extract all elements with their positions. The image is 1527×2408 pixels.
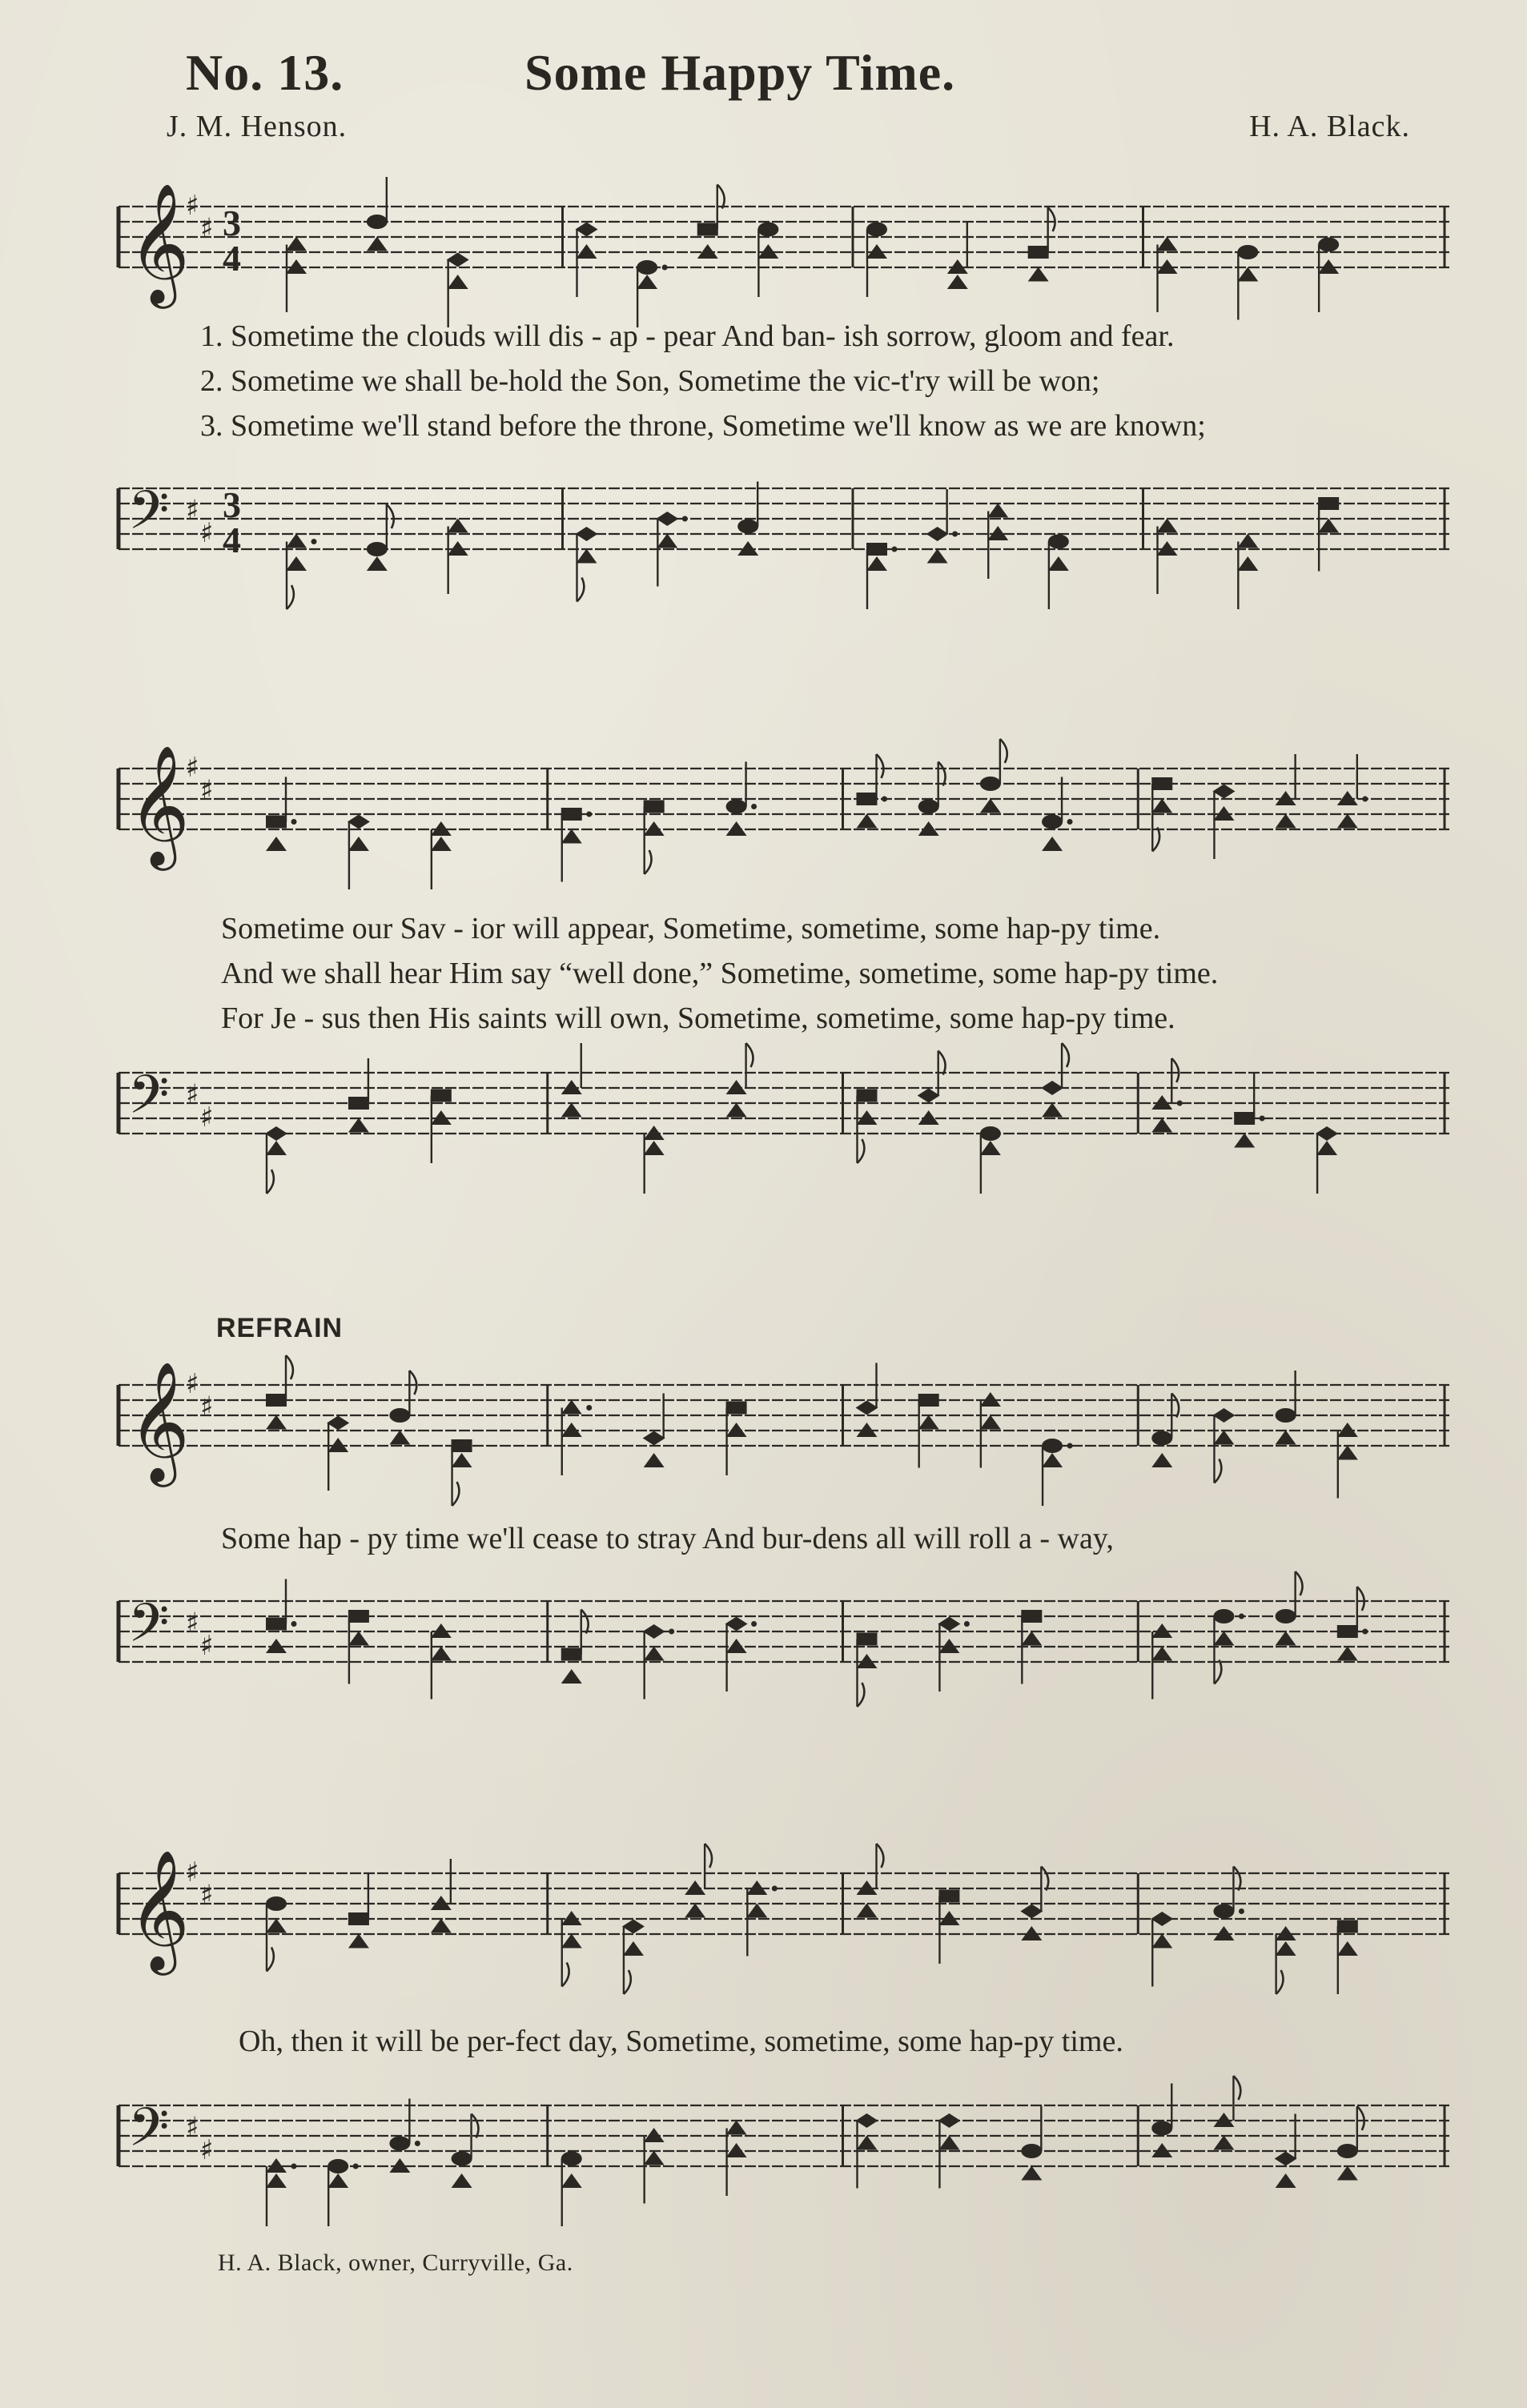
note-head-icon <box>643 1431 665 1446</box>
note-head-icon <box>938 1617 960 1631</box>
note-head-icon <box>266 816 287 829</box>
time-signature-numerator: 3 <box>223 203 241 243</box>
note-head-icon <box>1234 1134 1255 1148</box>
note-head-icon <box>1213 2136 1234 2150</box>
note-head-icon <box>1021 1610 1042 1623</box>
note-head-icon <box>1048 556 1069 571</box>
note-head-icon <box>1157 237 1178 251</box>
note-head-icon <box>431 837 452 851</box>
note-head-icon <box>980 1415 1001 1430</box>
note-flag <box>267 1170 274 1194</box>
bass-clef-icon: 𝄢 <box>128 2097 170 2171</box>
note-head-icon <box>918 1394 939 1407</box>
dot-icon <box>353 2164 359 2169</box>
note-head-icon <box>1042 1103 1063 1118</box>
note-head-icon <box>643 1624 665 1639</box>
note-head-icon <box>1151 799 1172 813</box>
sharp-icon: ♯ <box>200 1391 214 1423</box>
note-head-icon <box>1318 519 1339 533</box>
dot-icon <box>311 539 317 544</box>
note-head-icon <box>327 1416 349 1431</box>
note-head-icon <box>726 1639 747 1653</box>
treble-clef-icon: 𝄞 <box>128 1360 190 1482</box>
note-head-icon <box>1213 1609 1234 1623</box>
note-flag <box>286 1355 293 1379</box>
sharp-icon: ♯ <box>200 1879 214 1912</box>
note-head-icon <box>726 1402 747 1415</box>
dot-icon <box>882 797 887 802</box>
note-head-icon <box>1337 1446 1358 1460</box>
note-head-icon <box>266 837 287 851</box>
note-head-icon <box>1275 2152 1297 2166</box>
lyric-line: For Je - sus then His saints will own, Sometime, sometime, some hap-py time. <box>221 1001 1175 1035</box>
note-head-icon <box>1151 1118 1172 1133</box>
note-flag <box>717 185 725 209</box>
sharp-icon: ♯ <box>200 1102 214 1134</box>
dot-icon <box>1362 797 1368 802</box>
note-flag <box>1357 1587 1364 1611</box>
note-head-icon <box>367 215 388 229</box>
bass-staff <box>112 1569 1457 1721</box>
note-head-icon <box>856 1401 878 1415</box>
note-head-icon <box>1337 1920 1358 1933</box>
note-head-icon <box>980 799 1001 813</box>
note-head-icon <box>266 1618 287 1631</box>
note-head-icon <box>685 1880 705 1895</box>
note-head-icon <box>576 527 598 541</box>
note-head-icon <box>328 2159 348 2173</box>
note-head-icon <box>980 777 1001 791</box>
note-head-icon <box>348 1912 369 1925</box>
note-head-icon <box>266 1919 287 1933</box>
note-head-icon <box>1151 1453 1172 1467</box>
dot-icon <box>415 2141 420 2146</box>
note-head-icon <box>644 801 665 813</box>
note-head-icon <box>561 2152 582 2166</box>
note-head-icon <box>447 253 469 267</box>
note-head-icon <box>1212 1408 1235 1423</box>
note-head-icon <box>328 2173 348 2188</box>
note-head-icon <box>918 1089 940 1103</box>
note-head-icon <box>726 1423 747 1437</box>
note-head-icon <box>656 512 678 526</box>
sharp-icon: ♯ <box>186 1607 199 1639</box>
dot-icon <box>682 516 688 522</box>
note-head-icon <box>918 800 939 814</box>
lyric-line: Oh, then it will be per-fect day, Sometime, sometime, some hap-py time. <box>239 2025 1123 2058</box>
dot-icon <box>1067 819 1073 825</box>
note-head-icon <box>857 1090 878 1102</box>
note-head-icon <box>1337 2166 1358 2181</box>
note-head-icon <box>726 1080 747 1094</box>
time-signature-numerator: 3 <box>223 484 241 525</box>
note-head-icon <box>561 1103 582 1118</box>
music-system-1 <box>112 160 1457 608</box>
note-flag <box>858 1139 865 1163</box>
note-head-icon <box>389 1431 410 1445</box>
note-head-icon <box>1020 1904 1043 1919</box>
treble-staff <box>112 736 1457 905</box>
note-head-icon <box>561 1400 582 1415</box>
note-head-icon <box>452 1453 472 1467</box>
note-flag <box>267 1948 274 1972</box>
note-head-icon <box>561 1669 582 1684</box>
note-head-icon <box>725 1617 748 1631</box>
note-flag <box>1357 2106 1364 2130</box>
note-head-icon <box>1021 1631 1042 1646</box>
note-head-icon <box>1213 1631 1234 1646</box>
note-head-icon <box>857 2136 878 2150</box>
refrain-label: REFRAIN <box>216 1313 344 1343</box>
note-head-icon <box>980 1126 1001 1141</box>
note-flag <box>472 2114 479 2138</box>
note-head-icon <box>577 549 597 564</box>
note-head-icon <box>431 1090 452 1102</box>
note-head-icon <box>448 519 468 533</box>
dot-icon <box>586 812 592 817</box>
lyric-line: And we shall hear Him say “well done,” Sometime, sometime, some hap-py time. <box>221 957 1219 990</box>
note-head-icon <box>1337 1941 1358 1956</box>
music-system-4 <box>112 1841 1457 2241</box>
note-head-icon <box>1042 815 1063 829</box>
note-head-icon <box>1337 2144 1358 2158</box>
note-head-icon <box>685 1904 705 1918</box>
dot-icon <box>291 1621 297 1627</box>
note-head-icon <box>1151 777 1172 790</box>
note-head-icon <box>1318 238 1339 252</box>
note-head-icon <box>866 556 887 571</box>
note-head-icon <box>1042 1453 1063 1467</box>
note-head-icon <box>746 1904 767 1918</box>
note-head-icon <box>857 814 878 829</box>
note-head-icon <box>367 542 388 556</box>
bass-clef-icon: 𝄢 <box>128 1064 170 1138</box>
note-head-icon <box>286 534 307 548</box>
note-flag <box>562 1963 569 1987</box>
treble-clef-icon: 𝄞 <box>128 744 190 865</box>
note-head-icon <box>927 549 948 564</box>
note-head-icon <box>726 800 747 814</box>
note-head-icon <box>367 556 388 571</box>
note-head-icon <box>757 223 778 237</box>
note-flag <box>387 504 394 528</box>
lyric-line: 3. Sometime we'll stand before the throne, Sometime we'll know as we are known; <box>200 409 1206 443</box>
note-flag <box>1041 1867 1048 1891</box>
note-head-icon <box>348 1934 369 1948</box>
dot-icon <box>751 1621 757 1627</box>
sharp-icon: ♯ <box>200 1630 214 1662</box>
dot-icon <box>1362 1629 1368 1635</box>
note-head-icon <box>938 2136 959 2150</box>
note-flag <box>1062 1043 1069 1067</box>
note-head-icon <box>856 2113 878 2128</box>
bass-staff <box>112 1041 1457 1201</box>
lyricist-credit: J. M. Henson. <box>167 110 348 143</box>
note-head-icon <box>1276 1431 1296 1445</box>
note-flag <box>938 762 946 786</box>
note-flag <box>1152 828 1159 852</box>
note-head-icon <box>947 275 968 289</box>
note-head-icon <box>1213 1904 1234 1919</box>
note-flag <box>1171 1058 1179 1082</box>
note-flag <box>577 578 585 602</box>
note-head-icon <box>1042 1439 1063 1453</box>
note-head-icon <box>389 1408 410 1423</box>
note-head-icon <box>348 1097 369 1110</box>
dot-icon <box>1177 1101 1183 1106</box>
note-head-icon <box>1237 534 1258 548</box>
lyric-line: Sometime our Sav - ior will appear, Sometime, sometime, some hap-py time. <box>221 912 1161 945</box>
dot-icon <box>952 532 958 537</box>
note-head-icon <box>348 815 370 829</box>
note-head-icon <box>1028 246 1049 259</box>
note-head-icon <box>1157 519 1178 533</box>
lyric-line: 1. Sometime the clouds will dis - ap - pear And ban- ish sorrow, gloom and fear. <box>200 319 1175 353</box>
note-flag <box>409 1371 416 1395</box>
note-flag <box>1000 739 1007 763</box>
dot-icon <box>772 1886 778 1892</box>
note-head-icon <box>266 1896 287 1911</box>
note-head-icon <box>1151 1647 1172 1661</box>
note-head-icon <box>1276 1631 1296 1646</box>
sharp-icon: ♯ <box>186 1368 199 1400</box>
note-head-icon <box>1316 1141 1337 1155</box>
note-flag <box>624 1970 631 1994</box>
bass-staff <box>112 456 1457 616</box>
note-head-icon <box>1276 1941 1296 1956</box>
time-signature-denominator: 4 <box>223 238 241 279</box>
note-head-icon <box>265 1126 287 1141</box>
lyric-line: 2. Sometime we shall be-hold the Son, Sometime the vic-t'ry will be won; <box>200 364 1100 398</box>
note-head-icon <box>266 1415 287 1430</box>
note-head-icon <box>1042 837 1063 851</box>
note-head-icon <box>1151 2121 1172 2136</box>
note-head-icon <box>448 275 468 289</box>
sharp-icon: ♯ <box>200 2134 214 2166</box>
note-head-icon <box>1276 1609 1296 1623</box>
sharp-icon: ♯ <box>186 494 199 527</box>
treble-staff <box>112 1841 1457 2001</box>
note-head-icon <box>452 1439 472 1452</box>
note-head-icon <box>1213 1431 1234 1445</box>
note-head-icon <box>1276 814 1296 829</box>
note-head-icon <box>1276 1408 1296 1423</box>
note-head-icon <box>623 1941 644 1956</box>
note-head-icon <box>1318 497 1339 510</box>
note-head-icon <box>266 2173 287 2188</box>
note-head-icon <box>1276 2173 1296 2188</box>
note-head-icon <box>726 2143 747 2157</box>
note-head-icon <box>1234 1112 1255 1125</box>
dot-icon <box>751 804 757 809</box>
note-head-icon <box>637 260 657 275</box>
note-head-icon <box>857 793 878 805</box>
dot-icon <box>892 547 898 552</box>
note-flag <box>581 1610 589 1634</box>
note-head-icon <box>857 1904 878 1918</box>
note-head-icon <box>726 2121 747 2135</box>
note-head-icon <box>644 2151 665 2165</box>
note-head-icon <box>348 837 369 851</box>
footer-owner-note: H. A. Black, owner, Curryville, Ga. <box>218 2249 573 2276</box>
lyric-line: Some hap - py time we'll cease to stray And bur-dens all will roll a - way, <box>221 1522 1114 1555</box>
note-flag <box>452 1482 460 1506</box>
note-head-icon <box>1048 535 1069 549</box>
note-head-icon <box>1151 1912 1173 1926</box>
note-head-icon <box>348 1118 369 1133</box>
treble-staff <box>112 175 1457 343</box>
note-head-icon <box>1151 1431 1172 1446</box>
hymn-number: No. 13. <box>186 44 344 101</box>
music-system-3 <box>112 1353 1457 1713</box>
note-head-icon <box>622 1920 645 1934</box>
note-flag <box>877 754 884 778</box>
note-head-icon <box>561 829 582 844</box>
hymn-header <box>0 43 1527 107</box>
note-head-icon <box>1212 785 1235 799</box>
note-head-icon <box>987 504 1008 518</box>
sharp-icon: ♯ <box>186 190 199 222</box>
note-head-icon <box>1237 245 1258 259</box>
note-head-icon <box>697 223 718 236</box>
sharp-icon: ♯ <box>200 517 214 549</box>
note-flag <box>877 1844 884 1868</box>
note-head-icon <box>938 2113 960 2128</box>
note-head-icon <box>1337 1625 1358 1638</box>
note-flag <box>1171 1394 1179 1418</box>
note-head-icon <box>348 1631 369 1646</box>
sharp-icon: ♯ <box>186 1856 199 1888</box>
hymn-title: Some Happy Time. <box>524 44 956 101</box>
bass-clef-icon: 𝄢 <box>128 480 170 554</box>
note-head-icon <box>561 808 582 821</box>
note-head-icon <box>1151 1934 1172 1948</box>
note-head-icon <box>1041 1081 1063 1095</box>
dot-icon <box>1239 1614 1244 1619</box>
note-head-icon <box>857 1633 878 1646</box>
dot-icon <box>291 819 297 825</box>
note-head-icon <box>1021 2144 1042 2158</box>
sharp-icon: ♯ <box>186 752 199 784</box>
note-flag <box>746 1043 753 1067</box>
note-flag <box>858 1683 865 1707</box>
bass-clef-icon: 𝄢 <box>128 1592 170 1667</box>
note-flag <box>938 1051 946 1075</box>
note-head-icon <box>726 1103 747 1118</box>
sharp-icon: ♯ <box>186 1078 199 1111</box>
dot-icon <box>669 1629 674 1635</box>
sharp-icon: ♯ <box>200 212 214 245</box>
note-head-icon <box>980 1141 1001 1155</box>
note-flag <box>1048 207 1055 231</box>
note-head-icon <box>1237 267 1258 282</box>
note-head-icon <box>1028 267 1049 282</box>
note-head-icon <box>918 1415 939 1430</box>
note-flag <box>1233 2076 1240 2100</box>
note-flag <box>1214 1459 1221 1483</box>
note-head-icon <box>866 543 887 556</box>
composer-credit: H. A. Black. <box>1249 110 1410 143</box>
note-head-icon <box>389 2137 410 2151</box>
note-head-icon <box>431 1647 452 1661</box>
dot-icon <box>1239 1908 1244 1914</box>
note-flag <box>1214 1660 1221 1684</box>
note-head-icon <box>866 223 887 237</box>
note-head-icon <box>1021 2166 1042 2181</box>
music-system-2 <box>112 736 1457 1185</box>
note-head-icon <box>577 244 597 259</box>
note-head-icon <box>286 237 307 251</box>
note-head-icon <box>1337 1647 1358 1661</box>
note-head-icon <box>286 556 307 571</box>
note-head-icon <box>926 527 949 541</box>
note-flag <box>705 1844 712 1868</box>
dot-icon <box>964 1621 970 1627</box>
note-head-icon <box>348 1610 369 1623</box>
note-head-icon <box>266 1141 287 1155</box>
note-head-icon <box>266 1394 287 1407</box>
note-head-icon <box>452 2173 472 2188</box>
dot-icon <box>662 265 668 271</box>
note-head-icon <box>1237 556 1258 571</box>
note-head-icon <box>1316 1126 1338 1141</box>
note-flag <box>1276 1970 1284 1994</box>
sharp-icon: ♯ <box>200 774 214 807</box>
note-head-icon <box>726 821 747 836</box>
dot-icon <box>1067 1443 1073 1449</box>
note-head-icon <box>657 534 677 548</box>
note-head-icon <box>561 2173 582 2188</box>
note-head-icon <box>938 1890 959 1903</box>
bass-staff <box>112 2073 1457 2233</box>
dot-icon <box>1260 1116 1265 1122</box>
treble-clef-icon: 𝄞 <box>128 182 190 303</box>
note-flag <box>287 585 294 609</box>
note-flag <box>645 850 652 874</box>
note-head-icon <box>576 223 598 237</box>
note-head-icon <box>452 2152 472 2166</box>
note-head-icon <box>561 1934 582 1948</box>
treble-staff <box>112 1353 1457 1513</box>
time-signature-denominator: 4 <box>223 520 241 560</box>
note-head-icon <box>431 1919 452 1933</box>
dot-icon <box>291 2164 297 2169</box>
note-flag <box>1296 1571 1303 1595</box>
note-head-icon <box>737 520 758 534</box>
dot-icon <box>586 1405 592 1411</box>
note-head-icon <box>644 1453 665 1467</box>
treble-clef-icon: 𝄞 <box>128 1848 190 1970</box>
note-head-icon <box>637 275 657 289</box>
note-head-icon <box>561 1648 582 1661</box>
note-head-icon <box>1337 814 1358 829</box>
note-head-icon <box>644 1141 665 1155</box>
note-flag <box>1233 1867 1240 1891</box>
sharp-icon: ♯ <box>186 2111 199 2144</box>
note-head-icon <box>644 1647 665 1661</box>
note-head-icon <box>367 237 388 251</box>
